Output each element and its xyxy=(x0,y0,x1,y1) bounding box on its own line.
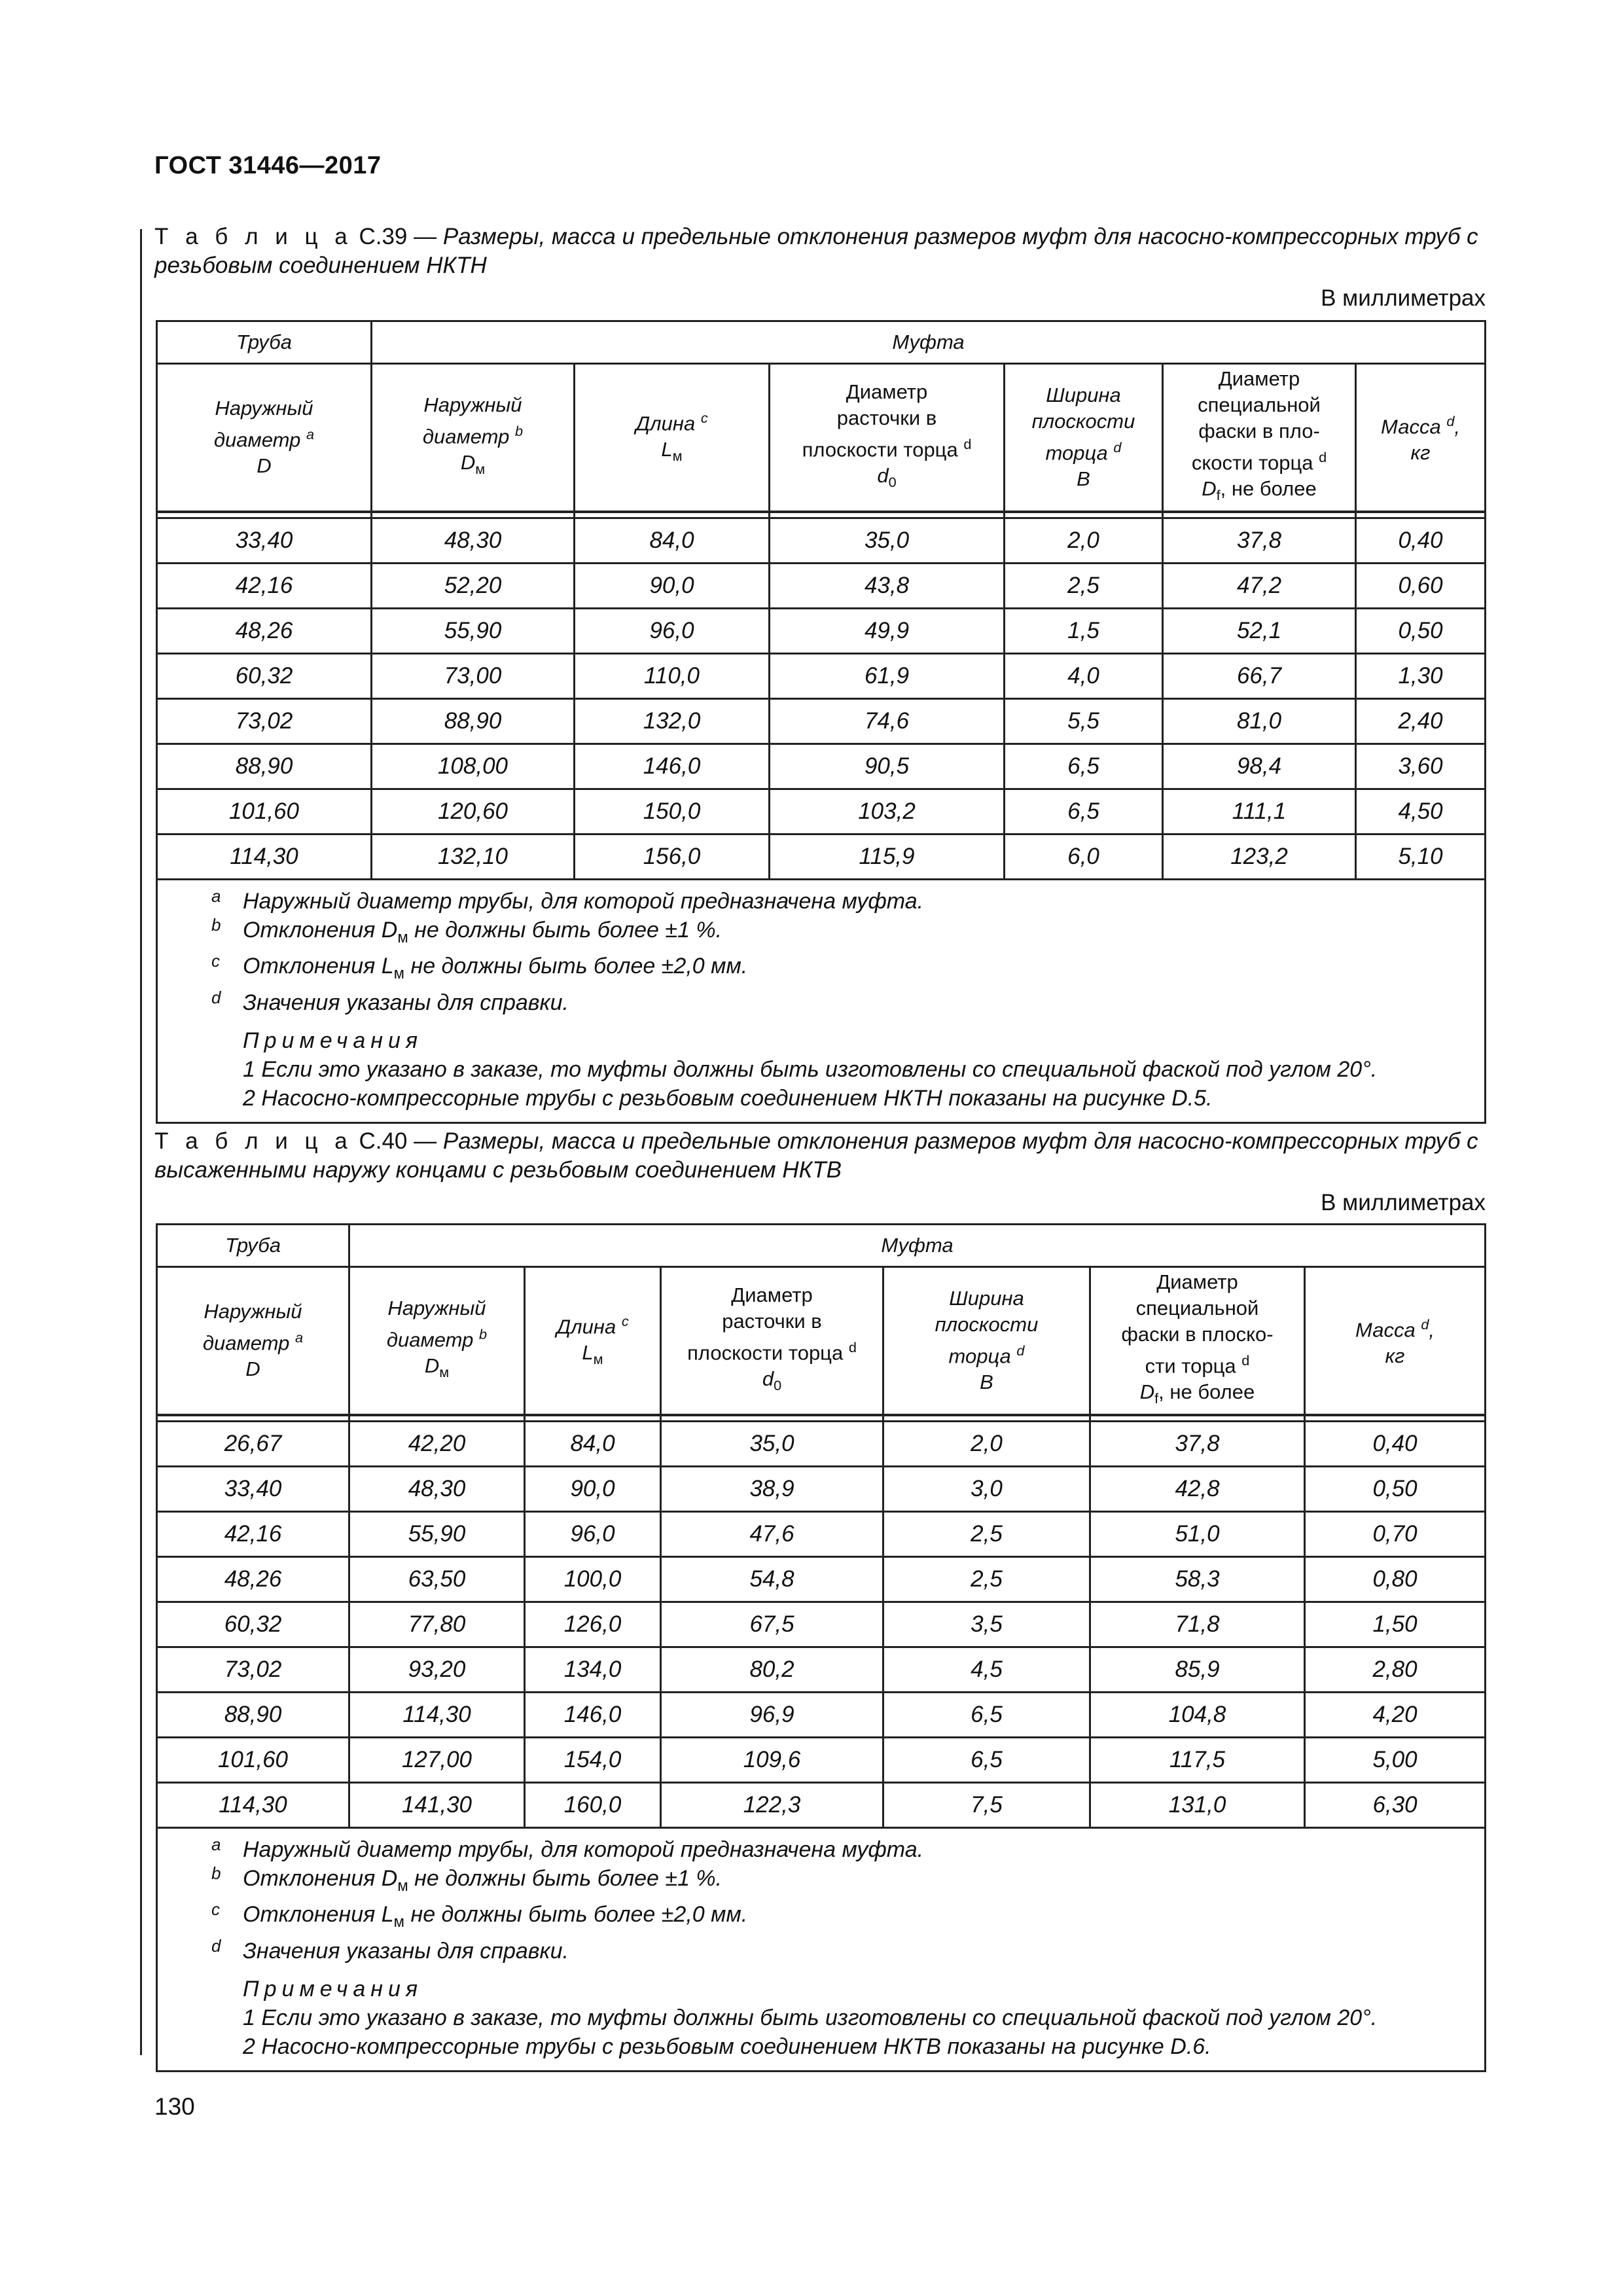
table-cell: 55,90 xyxy=(349,1511,525,1556)
table-label: Т а б л и ц а xyxy=(154,1128,353,1154)
footnote-a: a Наружный диаметр трубы, для которой предназначена муфта. xyxy=(211,886,924,914)
table-cell: 114,30 xyxy=(157,1782,349,1827)
group-header-coupling: Муфта xyxy=(349,1225,1486,1267)
table-cell: 43,8 xyxy=(770,563,1005,608)
table-footnotes xyxy=(157,879,1486,1123)
group-header-pipe: Труба xyxy=(157,1225,349,1267)
footnote-a: a Наружный диаметр трубы, для которой предназначена муфта. xyxy=(211,1834,924,1862)
table-cell: 160,0 xyxy=(525,1782,661,1827)
footnote-b: b Отклонения $D_м$ не должны быть более ±1 %. xyxy=(211,914,722,946)
table-cell: 2,5 xyxy=(1005,563,1163,608)
table-cell: 101,60 xyxy=(157,789,372,834)
table-cell: 35,0 xyxy=(661,1421,883,1466)
table-cell: 6,5 xyxy=(883,1692,1090,1737)
table-cell: 117,5 xyxy=(1090,1737,1305,1782)
table-cell: 38,9 xyxy=(661,1466,883,1511)
group-header-coupling: Муфта xyxy=(372,321,1486,364)
table-cell: 132,10 xyxy=(372,834,575,879)
table-cell: 90,5 xyxy=(770,744,1005,789)
table-cell: 156,0 xyxy=(575,834,770,879)
col-header-bevel-diameter: Диаметр специальной фаски в плоско- сти торца $^d$ $D_f$, не более xyxy=(1090,1267,1305,1415)
footnote-d: d Значения указаны для справки. xyxy=(211,1936,569,1964)
table-footnotes xyxy=(157,1827,1486,2072)
table-cell: 47,2 xyxy=(1163,563,1356,608)
table-row xyxy=(157,1692,1486,1737)
table-cell: 88,90 xyxy=(157,744,372,789)
table-cell: 6,5 xyxy=(883,1737,1090,1782)
table-cell: 2,0 xyxy=(883,1421,1090,1466)
table-cell: 74,6 xyxy=(770,698,1005,744)
col-header-coupling-diameter: Наружный диаметр $^b$ $D_м$ xyxy=(349,1267,525,1415)
table-cell: 66,7 xyxy=(1163,653,1356,698)
table-cell: 2,5 xyxy=(883,1556,1090,1602)
table-cell: 73,00 xyxy=(372,653,575,698)
table-cell: 60,32 xyxy=(157,653,372,698)
table-caption xyxy=(154,223,1489,280)
table-cell: 4,20 xyxy=(1305,1692,1486,1737)
table-cell: 100,0 xyxy=(525,1556,661,1602)
table-row xyxy=(157,744,1486,789)
table-cell: 154,0 xyxy=(525,1737,661,1782)
table-cell: 114,30 xyxy=(349,1692,525,1737)
table-body xyxy=(157,512,1486,880)
table-row xyxy=(157,1737,1486,1782)
table-cell: 3,60 xyxy=(1356,744,1486,789)
col-header-length: Длина $^c$ $L_м$ xyxy=(575,364,770,512)
footnote-d: d Значения указаны для справки. xyxy=(211,988,569,1016)
table-cell: 110,0 xyxy=(575,653,770,698)
table-cell: 115,9 xyxy=(770,834,1005,879)
table-cell: 5,10 xyxy=(1356,834,1486,879)
col-header-outer-diameter: Наружный диаметр $^a$ D xyxy=(157,1267,349,1415)
table-cell: 98,4 xyxy=(1163,744,1356,789)
table-cell: 42,20 xyxy=(349,1421,525,1466)
table-number: С.39 — xyxy=(359,224,437,249)
note-1: 1 Если это указано в заказе, то муфты должны быть изготовлены со специальной фаской под углом 20°. xyxy=(243,2005,1378,2031)
table-cell: 84,0 xyxy=(575,518,770,563)
footnote-c: c Отклонения $L_м$ не должны быть более ±2,0 мм. xyxy=(211,1899,748,1931)
table-row xyxy=(157,563,1486,608)
table-cell: 6,0 xyxy=(1005,834,1163,879)
table-cell: 131,0 xyxy=(1090,1782,1305,1827)
table-cell: 2,0 xyxy=(1005,518,1163,563)
group-header-pipe: Труба xyxy=(157,321,372,364)
table-cell: 5,00 xyxy=(1305,1737,1486,1782)
table-title: Размеры, масса и предельные отклонения размеров муфт для насосно-компрессорных труб с резьбовым соединением НКТН xyxy=(154,224,1478,278)
table-cell: 51,0 xyxy=(1090,1511,1305,1556)
table-cell: 126,0 xyxy=(525,1602,661,1647)
table-cell: 101,60 xyxy=(157,1737,349,1782)
table-cell: 5,5 xyxy=(1005,698,1163,744)
table-row xyxy=(157,1421,1486,1466)
units-label: В миллиметрах xyxy=(1321,1190,1486,1215)
table-cell: 93,20 xyxy=(349,1647,525,1692)
table-cell: 85,9 xyxy=(1090,1647,1305,1692)
table-cell: 49,9 xyxy=(770,608,1005,653)
table-cell: 61,9 xyxy=(770,653,1005,698)
note-2: 2 Насосно-компрессорные трубы с резьбовым соединением НКТН показаны на рисунке D.5. xyxy=(243,1086,1213,1111)
table-cell: 88,90 xyxy=(157,1692,349,1737)
table-number: С.40 — xyxy=(359,1128,437,1154)
table-cell: 114,30 xyxy=(157,834,372,879)
table-cell: 132,0 xyxy=(575,698,770,744)
table-cell: 3,5 xyxy=(883,1602,1090,1647)
table-cell: 90,0 xyxy=(525,1466,661,1511)
col-header-outer-diameter: Наружный диаметр $^a$ D xyxy=(157,364,372,512)
table-cell: 111,1 xyxy=(1163,789,1356,834)
table-cell: 0,80 xyxy=(1305,1556,1486,1602)
table-cell: 42,8 xyxy=(1090,1466,1305,1511)
table-cell: 48,26 xyxy=(157,1556,349,1602)
table-cell: 2,40 xyxy=(1356,698,1486,744)
table-cell: 33,40 xyxy=(157,518,372,563)
page-number: 130 xyxy=(154,2093,195,2120)
table-row xyxy=(157,1511,1486,1556)
col-header-mass: Масса $^d$, кг xyxy=(1305,1267,1486,1415)
table-row xyxy=(157,789,1486,834)
revision-bar xyxy=(140,229,142,2055)
footnote-c: c Отклонения $L_м$ не должны быть более ±2,0 мм. xyxy=(211,951,748,983)
table-cell: 67,5 xyxy=(661,1602,883,1647)
table-cell: 120,60 xyxy=(372,789,575,834)
table-cell: 96,0 xyxy=(525,1511,661,1556)
table-cell: 109,6 xyxy=(661,1737,883,1782)
table-cell: 48,30 xyxy=(349,1466,525,1511)
table-cell: 146,0 xyxy=(575,744,770,789)
table-cell: 6,5 xyxy=(1005,744,1163,789)
table-cell: 88,90 xyxy=(372,698,575,744)
table-title: Размеры, масса и предельные отклонения размеров муфт для насосно-компрессорных труб с высаженными наружу концами с резьбовым соединением НКТВ xyxy=(154,1128,1478,1183)
table-row xyxy=(157,608,1486,653)
col-header-length: Длина $^c$ $L_м$ xyxy=(525,1267,661,1415)
col-header-mass: Масса $^d$, кг xyxy=(1356,364,1486,512)
table-cell: 73,02 xyxy=(157,1647,349,1692)
col-header-face-width: Ширина плоскости торца $^d$ B xyxy=(1005,364,1163,512)
table-row xyxy=(157,1647,1486,1692)
notes-title: Примечания xyxy=(243,1028,423,1054)
table-label: Т а б л и ц а xyxy=(154,224,353,249)
table-cell: 122,3 xyxy=(661,1782,883,1827)
table-caption xyxy=(154,1127,1489,1185)
col-header-bore-diameter: Диаметр расточки в плоскости торца $^d$ $d_0$ xyxy=(661,1267,883,1415)
table-row xyxy=(157,1556,1486,1602)
table-cell: 37,8 xyxy=(1090,1421,1305,1466)
table-cell: 103,2 xyxy=(770,789,1005,834)
note-1: 1 Если это указано в заказе, то муфты должны быть изготовлены со специальной фаской под углом 20°. xyxy=(243,1057,1378,1083)
table-cell: 108,00 xyxy=(372,744,575,789)
table-cell: 63,50 xyxy=(349,1556,525,1602)
col-header-face-width: Ширина плоскости торца $^d$ B xyxy=(883,1267,1090,1415)
table-cell: 2,5 xyxy=(883,1511,1090,1556)
table-cell: 0,50 xyxy=(1356,608,1486,653)
table-cell: 134,0 xyxy=(525,1647,661,1692)
table-cell: 104,8 xyxy=(1090,1692,1305,1737)
table-cell: 146,0 xyxy=(525,1692,661,1737)
table-cell: 71,8 xyxy=(1090,1602,1305,1647)
table-row xyxy=(157,698,1486,744)
table-cell: 48,26 xyxy=(157,608,372,653)
document-header: ГОСТ 31446—2017 xyxy=(154,152,382,179)
table-cell: 58,3 xyxy=(1090,1556,1305,1602)
table-cell: 4,0 xyxy=(1005,653,1163,698)
table-cell: 54,8 xyxy=(661,1556,883,1602)
table-row xyxy=(157,834,1486,879)
table-cell: 6,30 xyxy=(1305,1782,1486,1827)
table-cell: 60,32 xyxy=(157,1602,349,1647)
table-cell: 35,0 xyxy=(770,518,1005,563)
footnote-b: b Отклонения $D_м$ не должны быть более ±1 %. xyxy=(211,1863,722,1895)
table-cell: 4,50 xyxy=(1356,789,1486,834)
table-cell: 42,16 xyxy=(157,1511,349,1556)
table-cell: 141,30 xyxy=(349,1782,525,1827)
table-cell: 2,80 xyxy=(1305,1647,1486,1692)
units-label: В миллиметрах xyxy=(1321,285,1486,311)
data-table xyxy=(156,1223,1486,2072)
table-cell: 4,5 xyxy=(883,1647,1090,1692)
table-cell: 47,6 xyxy=(661,1511,883,1556)
table-cell: 0,60 xyxy=(1356,563,1486,608)
table-row xyxy=(157,518,1486,563)
table-cell: 84,0 xyxy=(525,1421,661,1466)
table-cell: 73,02 xyxy=(157,698,372,744)
col-header-coupling-diameter: Наружный диаметр $^b$ $D_м$ xyxy=(372,364,575,512)
table-cell: 1,5 xyxy=(1005,608,1163,653)
table-cell: 52,20 xyxy=(372,563,575,608)
table-cell: 0,40 xyxy=(1356,518,1486,563)
table-cell: 0,50 xyxy=(1305,1466,1486,1511)
table-row xyxy=(157,653,1486,698)
table-cell: 7,5 xyxy=(883,1782,1090,1827)
table-row xyxy=(157,1782,1486,1827)
table-cell: 48,30 xyxy=(372,518,575,563)
table-cell: 52,1 xyxy=(1163,608,1356,653)
table-cell: 33,40 xyxy=(157,1466,349,1511)
table-cell: 127,00 xyxy=(349,1737,525,1782)
table-cell: 123,2 xyxy=(1163,834,1356,879)
table-cell: 150,0 xyxy=(575,789,770,834)
table-cell: 81,0 xyxy=(1163,698,1356,744)
table-cell: 96,0 xyxy=(575,608,770,653)
table-cell: 0,70 xyxy=(1305,1511,1486,1556)
table-cell: 26,67 xyxy=(157,1421,349,1466)
table-cell: 0,40 xyxy=(1305,1421,1486,1466)
note-2: 2 Насосно-компрессорные трубы с резьбовым соединением НКТВ показаны на рисунке D.6. xyxy=(243,2034,1211,2060)
table-cell: 77,80 xyxy=(349,1602,525,1647)
table-cell: 42,16 xyxy=(157,563,372,608)
notes-title: Примечания xyxy=(243,1977,423,2002)
table-cell: 6,5 xyxy=(1005,789,1163,834)
table-row xyxy=(157,1602,1486,1647)
table-cell: 37,8 xyxy=(1163,518,1356,563)
table-cell: 1,50 xyxy=(1305,1602,1486,1647)
table-body xyxy=(157,1415,1486,1828)
table-cell: 3,0 xyxy=(883,1466,1090,1511)
table-row xyxy=(157,1466,1486,1511)
table-cell: 96,9 xyxy=(661,1692,883,1737)
table-cell: 80,2 xyxy=(661,1647,883,1692)
table-cell: 1,30 xyxy=(1356,653,1486,698)
table-cell: 90,0 xyxy=(575,563,770,608)
table-cell: 55,90 xyxy=(372,608,575,653)
col-header-bevel-diameter: Диаметр специальной фаски в пло- скости торца $^d$ $D_f$, не более xyxy=(1163,364,1356,512)
data-table xyxy=(156,320,1486,1124)
col-header-bore-diameter: Диаметр расточки в плоскости торца $^d$ $d_0$ xyxy=(770,364,1005,512)
